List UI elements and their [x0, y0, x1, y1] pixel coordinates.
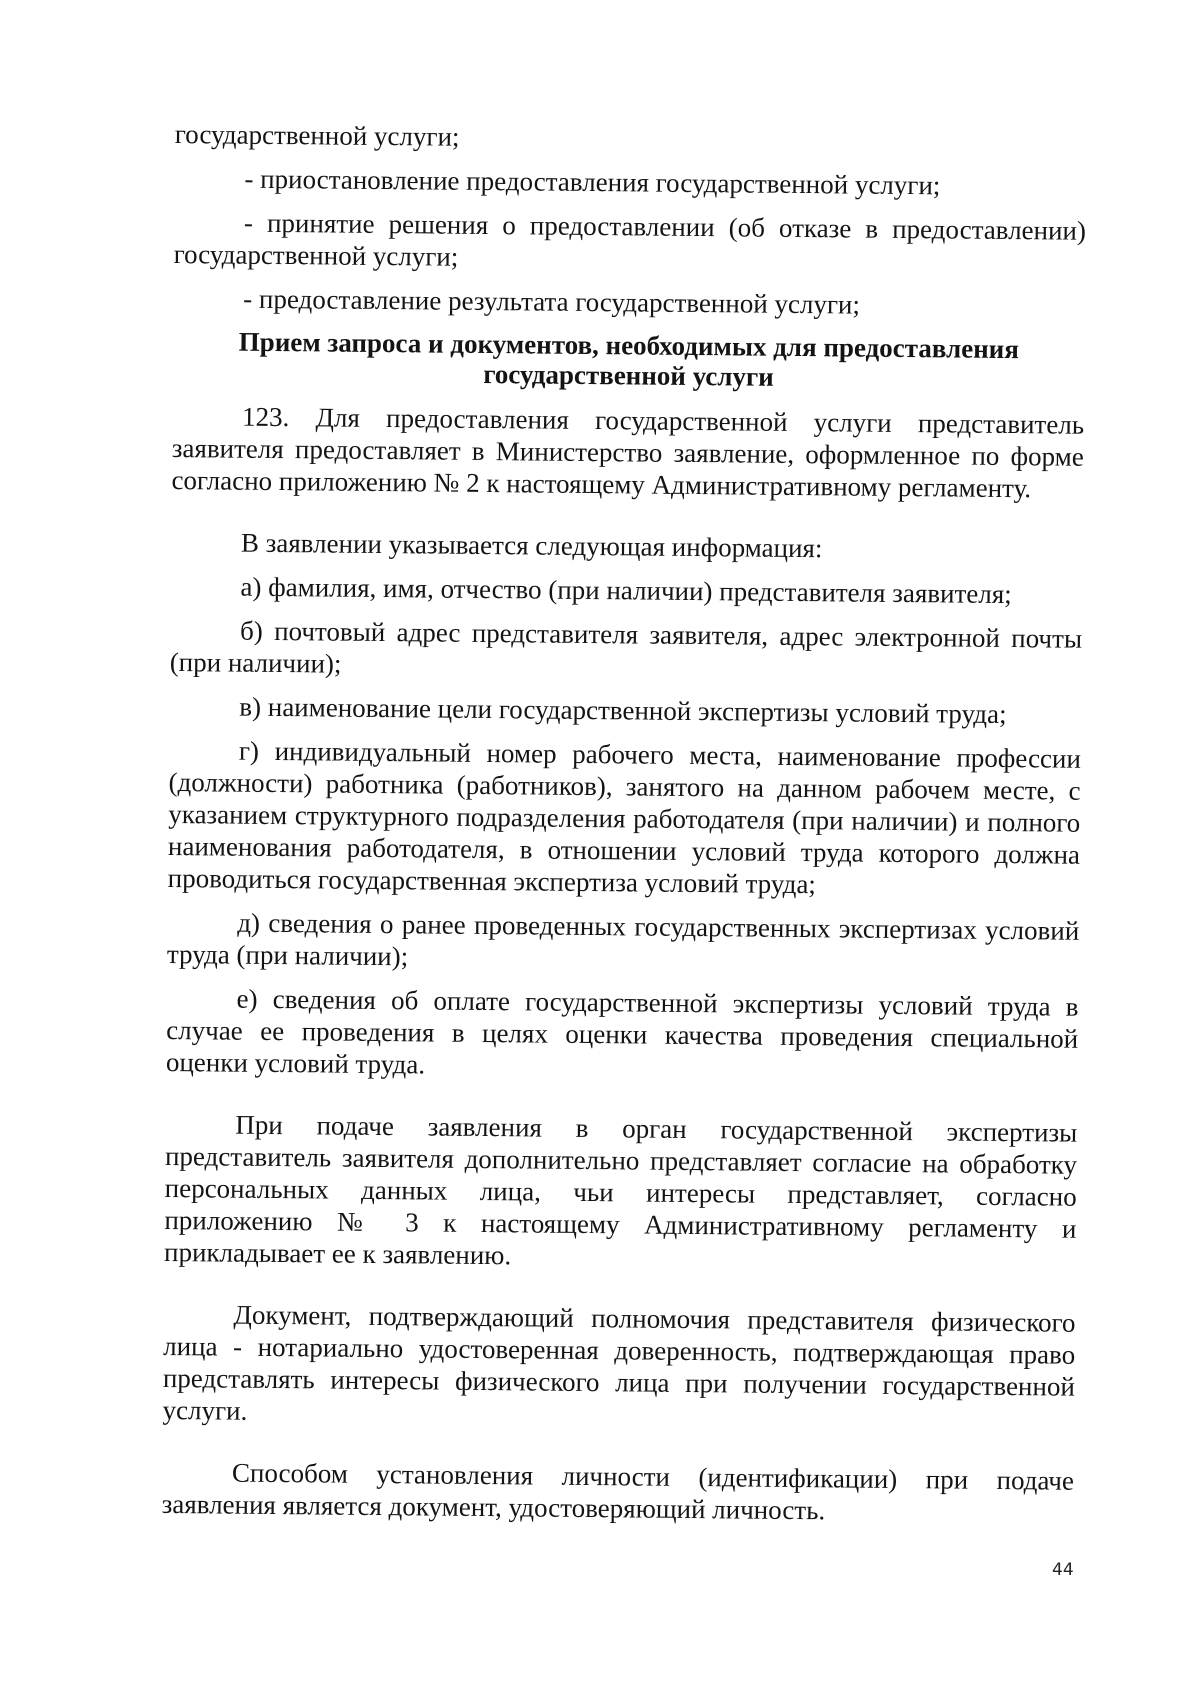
paragraph-power-of-attorney: Документ, подтверждающий полномочия представителя физического лица - нотариально удостоверенная доверенность, подтверждающая право представлять интересы физического лица при получении государственной услуги. [162, 1299, 1076, 1426]
info-item-v: в) наименование цели государственной экспертизы условий труда; [239, 691, 1007, 730]
info-item-a: а) фамилия, имя, отчество (при наличии) представителя заявителя; [240, 571, 1012, 610]
section-heading: Прием запроса и документов, необходимых для предоставления государственной услуги [238, 326, 1020, 392]
info-item-e: е) сведения об оплате государственной экспертизы условий труда в случае ее проведения в целях оценки качества проведения специальной оценки условий труда. [165, 983, 1079, 1080]
info-item-g: г) индивидуальный номер рабочего места, наименование профессии (должности) работника (работников), занятого на данном рабочем месте, с указанием структурного подразделения работодателя (при наличии) и полного наименования работодателя, в отношении условий труда которого должна проводиться государственная экспертиза условий труда; [167, 735, 1082, 900]
info-lead: В заявлении указывается следующая информация: [240, 527, 823, 564]
info-item-d: д) сведения о ранее проведенных государственных экспертизах условий труда (при наличии); [166, 907, 1080, 972]
list-item: - предоставление результата государственной услуги; [243, 283, 861, 320]
list-item: - принятие решения о предоставлении (об отказе в предоставлении) государственной услуги; [173, 207, 1087, 272]
document-body [161, 118, 1087, 1541]
info-item-b: б) почтовый адрес представителя заявителя, адрес электронной почты (при наличии); [169, 615, 1083, 679]
paragraph-123: 123. Для предоставления государственной услуги представитель заявителя предоставляет в Министерство заявление, оформленное по форме согласно приложению № 2 к настоящему Административному регламенту. [171, 401, 1085, 504]
list-item: - приостановление предоставления государственной услуги; [244, 163, 941, 201]
paragraph-identity: Способом установления личности (идентификации) при подаче заявления является документ, удостоверяющий личность. [161, 1457, 1075, 1526]
paragraph-consent: При подаче заявления в орган государственной экспертизы представитель заявителя дополнительно представляет согласие на обработку персональных данных лица, чьи интересы представляет, согласно приложению № 3 к настоящему Административному регламенту и прикладывает ее к заявлению. [163, 1109, 1078, 1271]
continued-line: государственной услуги; [174, 118, 460, 152]
page-number: 44 [1052, 1560, 1074, 1580]
